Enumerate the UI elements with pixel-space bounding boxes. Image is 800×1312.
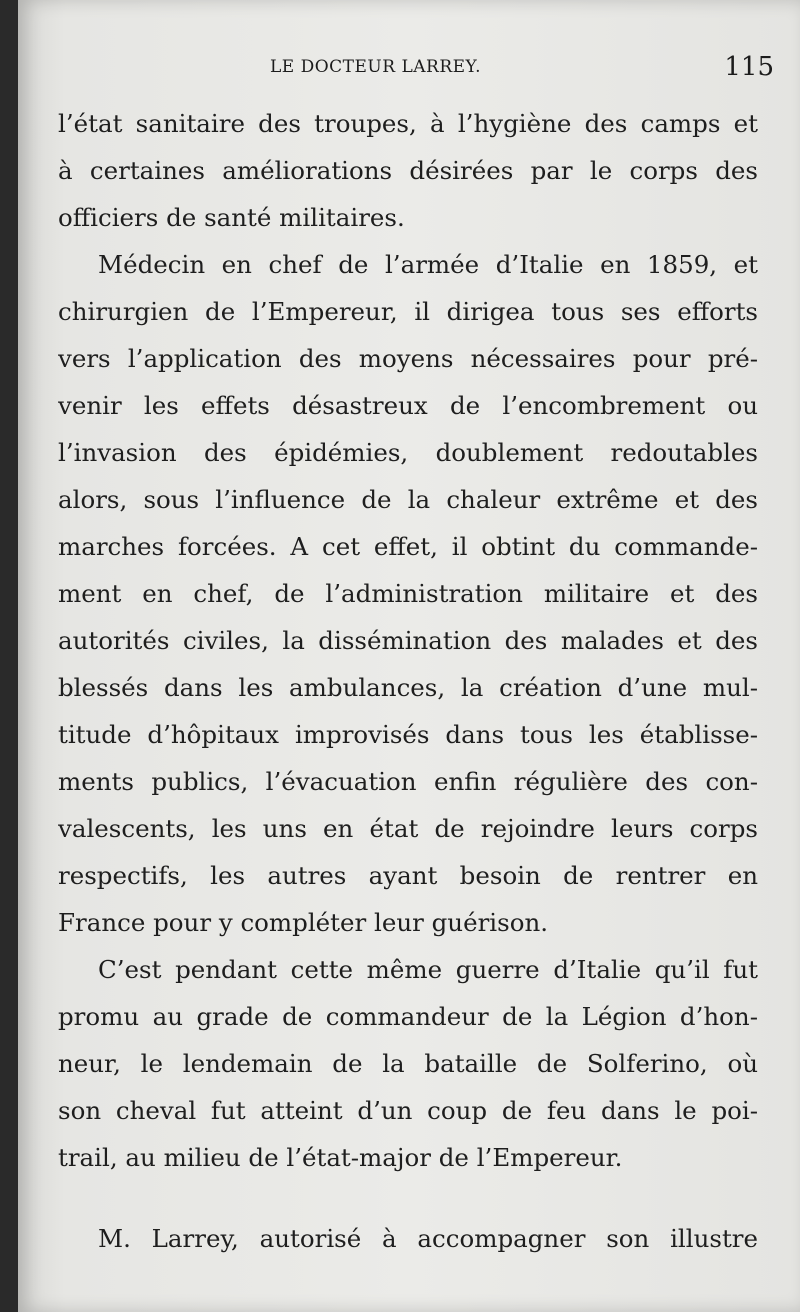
text-line: Médecin en chef de l’armée d’Italie en 1859, et	[98, 250, 758, 279]
text-line: C’est pendant cette même guerre d’Italie qu’il fut	[98, 955, 758, 984]
running-title: LE DOCTEUR LARREY.	[270, 57, 481, 77]
page-header	[18, 52, 800, 84]
text-line: autorités civiles, la dissémination des malades et des	[58, 626, 758, 655]
text-line: à certaines améliorations désirées par le corps des	[58, 156, 758, 185]
text-line: son cheval fut atteint d’un coup de feu dans le poi-	[58, 1096, 758, 1125]
text-line: ment en chef, de l’administration militaire et des	[58, 579, 758, 608]
text-line: trail, au milieu de l’état-major de l’Empereur.	[58, 1143, 623, 1172]
text-line: titude d’hôpitaux improvisés dans tous les établisse-	[58, 720, 758, 749]
paragraph-4	[58, 1215, 758, 1262]
body-text	[58, 100, 758, 1262]
paragraph-3	[58, 946, 758, 1181]
text-line: respectifs, les autres ayant besoin de rentrer en	[58, 861, 758, 890]
text-line: blessés dans les ambulances, la création d’une mul-	[58, 673, 758, 702]
paragraph-2	[58, 241, 758, 946]
book-page	[18, 0, 800, 1312]
text-line: ments publics, l’évacuation enfin régulière des con-	[58, 767, 758, 796]
text-line: officiers de santé militaires.	[58, 203, 405, 232]
paragraph-gap	[58, 1181, 758, 1215]
text-line: chirurgien de l’Empereur, il dirigea tous ses efforts	[58, 297, 758, 326]
text-line: promu au grade de commandeur de la Légion d’hon-	[58, 1002, 758, 1031]
text-line: l’état sanitaire des troupes, à l’hygiène des camps et	[58, 109, 758, 138]
text-line: M. Larrey, autorisé à accompagner son illustre	[98, 1224, 758, 1253]
text-line: vers l’application des moyens nécessaires pour pré-	[58, 344, 758, 373]
paragraph-1	[58, 100, 758, 241]
text-line: venir les effets désastreux de l’encombrement ou	[58, 391, 758, 420]
text-line: marches forcées. A cet effet, il obtint du commande-	[58, 532, 758, 561]
page-number: 115	[724, 52, 774, 82]
text-line: France pour y compléter leur guérison.	[58, 908, 549, 937]
text-line: alors, sous l’influence de la chaleur extrême et des	[58, 485, 758, 514]
text-line: valescents, les uns en état de rejoindre leurs corps	[58, 814, 758, 843]
text-line: l’invasion des épidémies, doublement redoutables	[58, 438, 758, 467]
text-line: neur, le lendemain de la bataille de Solferino, où	[58, 1049, 758, 1078]
